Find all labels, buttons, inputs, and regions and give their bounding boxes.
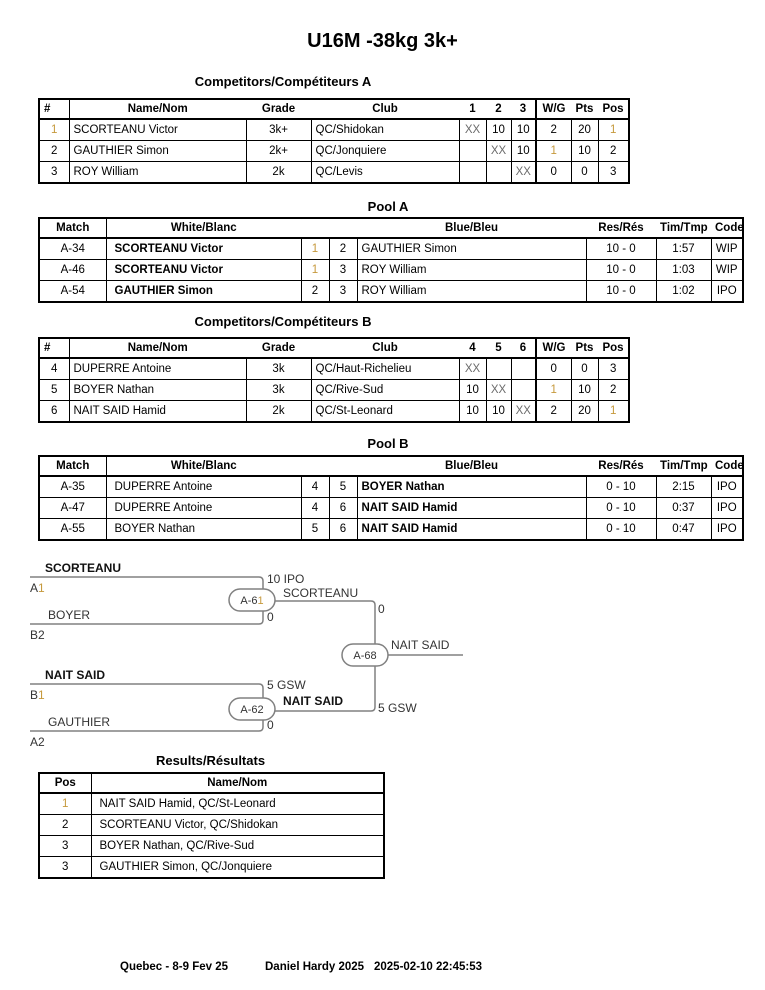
seed-label-a1: A1 bbox=[30, 581, 45, 595]
cell-num: 6 bbox=[39, 401, 69, 423]
cell-bnum: 3 bbox=[329, 281, 357, 303]
competitors-b-table bbox=[38, 337, 630, 423]
cell-m2 bbox=[486, 358, 511, 380]
table-row bbox=[39, 857, 384, 879]
col-m3: 3 bbox=[511, 99, 536, 119]
cell-tim: 1:02 bbox=[656, 281, 711, 303]
table-row bbox=[39, 141, 629, 162]
match-label-a68: A-68 bbox=[353, 650, 377, 662]
col-grade: Grade bbox=[246, 338, 311, 358]
table-row bbox=[39, 401, 629, 423]
bracket-name-nait-said: NAIT SAID bbox=[45, 668, 105, 682]
col-name: Name/Nom bbox=[91, 773, 384, 793]
cell-m1 bbox=[459, 141, 486, 162]
semi2-top-score: 5 GSW bbox=[267, 678, 306, 692]
footer-timestamp: 2025-02-10 22:45:53 bbox=[374, 961, 483, 973]
cell-pos: 3 bbox=[39, 836, 91, 857]
col-pos: Pos bbox=[598, 99, 629, 119]
competitors-a-table bbox=[38, 98, 630, 184]
cell-pos: 3 bbox=[598, 162, 629, 184]
cell-blue: ROY William bbox=[357, 260, 586, 281]
cell-m1: XX bbox=[459, 358, 486, 380]
col-white: White/Blanc bbox=[106, 456, 301, 476]
col-res: Res/Rés bbox=[586, 456, 656, 476]
table-row bbox=[39, 358, 629, 380]
col-code: Code bbox=[711, 456, 743, 476]
footer-event: Quebec - 8-9 Fev 25 bbox=[120, 961, 229, 973]
cell-pos: 2 bbox=[39, 815, 91, 836]
col-match: Match bbox=[39, 218, 106, 238]
cell-name: GAUTHIER Simon bbox=[69, 141, 246, 162]
cell-pos: 3 bbox=[39, 857, 91, 879]
header-row bbox=[39, 773, 384, 793]
table-row bbox=[39, 519, 743, 541]
cell-m2: 10 bbox=[486, 119, 511, 141]
cell-club: QC/St-Leonard bbox=[311, 401, 459, 423]
table-row bbox=[39, 836, 384, 857]
cell-blue: BOYER Nathan bbox=[357, 476, 586, 498]
cell-club: QC/Haut-Richelieu bbox=[311, 358, 459, 380]
cell-code: WIP bbox=[711, 260, 743, 281]
cell-white: DUPERRE Antoine bbox=[106, 476, 301, 498]
semi1-winner-score: 0 bbox=[378, 602, 385, 616]
cell-pts: 20 bbox=[571, 119, 598, 141]
cell-m2: XX bbox=[486, 141, 511, 162]
cell-m3: XX bbox=[511, 162, 536, 184]
cell-name: DUPERRE Antoine bbox=[69, 358, 246, 380]
col-pts: Pts bbox=[571, 338, 598, 358]
semi2-bottom-score: 0 bbox=[267, 718, 274, 732]
cell-num: 2 bbox=[39, 141, 69, 162]
cell-wg: 2 bbox=[536, 119, 571, 141]
cell-match: A-35 bbox=[39, 476, 106, 498]
cell-tim: 1:57 bbox=[656, 238, 711, 260]
seed-label-b2: B2 bbox=[30, 628, 45, 642]
cell-pos: 2 bbox=[598, 380, 629, 401]
cell-white: BOYER Nathan bbox=[106, 519, 301, 541]
col-white: White/Blanc bbox=[106, 218, 301, 238]
cell-code: IPO bbox=[711, 281, 743, 303]
col-m1: 4 bbox=[459, 338, 486, 358]
page-title: U16M -38kg 3k+ bbox=[307, 30, 458, 52]
semi1-top-score: 10 IPO bbox=[267, 572, 305, 586]
semi1-winner-name: SCORTEANU bbox=[283, 586, 359, 600]
cell-club: QC/Rive-Sud bbox=[311, 380, 459, 401]
cell-match: A-54 bbox=[39, 281, 106, 303]
cell-pts: 10 bbox=[571, 380, 598, 401]
semi1-bottom-score: 0 bbox=[267, 610, 274, 624]
col-pts: Pts bbox=[571, 99, 598, 119]
cell-bnum: 6 bbox=[329, 519, 357, 541]
cell-m1 bbox=[459, 162, 486, 184]
table-row bbox=[39, 119, 629, 141]
cell-m3 bbox=[511, 380, 536, 401]
cell-code: IPO bbox=[711, 498, 743, 519]
col-m2: 5 bbox=[486, 338, 511, 358]
col-wg: W/G bbox=[536, 338, 571, 358]
cell-wnum: 1 bbox=[301, 260, 329, 281]
bracket-name-scorteanu: SCORTEANU bbox=[45, 561, 122, 575]
pool-b-table bbox=[38, 455, 744, 541]
cell-name: BOYER Nathan, QC/Rive-Sud bbox=[91, 836, 384, 857]
table-row bbox=[39, 793, 384, 815]
col-bnum bbox=[329, 218, 357, 238]
table-row bbox=[39, 281, 743, 303]
col-res: Res/Rés bbox=[586, 218, 656, 238]
cell-res: 10 - 0 bbox=[586, 238, 656, 260]
cell-club: QC/Jonquiere bbox=[311, 141, 459, 162]
cell-pts: 20 bbox=[571, 401, 598, 423]
cell-res: 10 - 0 bbox=[586, 281, 656, 303]
col-num: # bbox=[39, 99, 69, 119]
col-m1: 1 bbox=[459, 99, 486, 119]
results-table bbox=[38, 772, 385, 879]
cell-grade: 3k bbox=[246, 380, 311, 401]
seed-label-b1: B1 bbox=[30, 688, 45, 702]
col-blue: Blue/Bleu bbox=[357, 456, 586, 476]
cell-name: ROY William bbox=[69, 162, 246, 184]
cell-pts: 10 bbox=[571, 141, 598, 162]
header-row bbox=[39, 456, 743, 476]
cell-res: 10 - 0 bbox=[586, 260, 656, 281]
cell-name: NAIT SAID Hamid, QC/St-Leonard bbox=[91, 793, 384, 815]
final-winner-name: NAIT SAID bbox=[391, 638, 450, 652]
pool-a-heading: Pool A bbox=[367, 199, 409, 214]
col-code: Code bbox=[711, 218, 743, 238]
cell-name: NAIT SAID Hamid bbox=[69, 401, 246, 423]
cell-club: QC/Shidokan bbox=[311, 119, 459, 141]
elimination-bracket bbox=[0, 548, 560, 760]
cell-wnum: 4 bbox=[301, 498, 329, 519]
cell-tim: 0:47 bbox=[656, 519, 711, 541]
cell-res: 0 - 10 bbox=[586, 519, 656, 541]
cell-code: IPO bbox=[711, 519, 743, 541]
cell-code: IPO bbox=[711, 476, 743, 498]
col-pos: Pos bbox=[598, 338, 629, 358]
cell-res: 0 - 10 bbox=[586, 476, 656, 498]
cell-m3: 10 bbox=[511, 141, 536, 162]
pool-b-heading: Pool B bbox=[367, 436, 409, 451]
competitors-a-heading: Competitors/Compétiteurs A bbox=[194, 74, 372, 89]
col-wnum bbox=[301, 456, 329, 476]
cell-m3 bbox=[511, 358, 536, 380]
col-grade: Grade bbox=[246, 99, 311, 119]
cell-m2: XX bbox=[486, 380, 511, 401]
cell-blue: GAUTHIER Simon bbox=[357, 238, 586, 260]
cell-white: SCORTEANU Victor bbox=[106, 238, 301, 260]
cell-match: A-46 bbox=[39, 260, 106, 281]
cell-m1: 10 bbox=[459, 401, 486, 423]
cell-match: A-47 bbox=[39, 498, 106, 519]
cell-pos: 1 bbox=[598, 401, 629, 423]
cell-num: 5 bbox=[39, 380, 69, 401]
col-tim: Tim/Tmp bbox=[656, 456, 711, 476]
cell-grade: 2k bbox=[246, 401, 311, 423]
cell-bnum: 6 bbox=[329, 498, 357, 519]
col-club: Club bbox=[311, 338, 459, 358]
cell-wg: 1 bbox=[536, 380, 571, 401]
cell-res: 0 - 10 bbox=[586, 498, 656, 519]
col-bnum bbox=[329, 456, 357, 476]
cell-num: 3 bbox=[39, 162, 69, 184]
match-label-a61: A-61 bbox=[240, 595, 264, 607]
pool-a-table bbox=[38, 217, 744, 303]
cell-m2: 10 bbox=[486, 401, 511, 423]
cell-m3: 10 bbox=[511, 119, 536, 141]
cell-bnum: 3 bbox=[329, 260, 357, 281]
table-row bbox=[39, 815, 384, 836]
cell-white: GAUTHIER Simon bbox=[106, 281, 301, 303]
table-row bbox=[39, 498, 743, 519]
semi2-winner-score: 5 GSW bbox=[378, 701, 417, 715]
cell-bnum: 2 bbox=[329, 238, 357, 260]
header-row bbox=[39, 99, 629, 119]
cell-blue: NAIT SAID Hamid bbox=[357, 498, 586, 519]
cell-pos: 3 bbox=[598, 358, 629, 380]
cell-bnum: 5 bbox=[329, 476, 357, 498]
cell-tim: 2:15 bbox=[656, 476, 711, 498]
cell-num: 1 bbox=[39, 119, 69, 141]
col-name: Name/Nom bbox=[69, 99, 246, 119]
footer-author: Daniel Hardy 2025 bbox=[265, 961, 365, 973]
table-row bbox=[39, 260, 743, 281]
table-row bbox=[39, 380, 629, 401]
table-row bbox=[39, 162, 629, 184]
cell-match: A-34 bbox=[39, 238, 106, 260]
cell-wg: 0 bbox=[536, 358, 571, 380]
bracket-name-boyer: BOYER bbox=[48, 608, 91, 622]
cell-m2 bbox=[486, 162, 511, 184]
cell-name: BOYER Nathan bbox=[69, 380, 246, 401]
col-tim: Tim/Tmp bbox=[656, 218, 711, 238]
cell-white: DUPERRE Antoine bbox=[106, 498, 301, 519]
col-match: Match bbox=[39, 456, 106, 476]
cell-blue: NAIT SAID Hamid bbox=[357, 519, 586, 541]
header-row bbox=[39, 218, 743, 238]
competitors-b-heading: Competitors/Compétiteurs B bbox=[194, 314, 372, 329]
match-label-a62: A-62 bbox=[240, 704, 264, 716]
cell-m1: 10 bbox=[459, 380, 486, 401]
table-row bbox=[39, 476, 743, 498]
col-blue: Blue/Bleu bbox=[357, 218, 586, 238]
cell-wg: 1 bbox=[536, 141, 571, 162]
cell-m1: XX bbox=[459, 119, 486, 141]
header-row bbox=[39, 338, 629, 358]
col-wnum bbox=[301, 218, 329, 238]
cell-grade: 3k+ bbox=[246, 119, 311, 141]
cell-pos: 1 bbox=[598, 119, 629, 141]
cell-pos: 1 bbox=[39, 793, 91, 815]
cell-blue: ROY William bbox=[357, 281, 586, 303]
col-m2: 2 bbox=[486, 99, 511, 119]
cell-grade: 2k bbox=[246, 162, 311, 184]
cell-wnum: 4 bbox=[301, 476, 329, 498]
cell-m3: XX bbox=[511, 401, 536, 423]
cell-white: SCORTEANU Victor bbox=[106, 260, 301, 281]
cell-wnum: 2 bbox=[301, 281, 329, 303]
col-pos: Pos bbox=[39, 773, 91, 793]
cell-wg: 2 bbox=[536, 401, 571, 423]
cell-match: A-55 bbox=[39, 519, 106, 541]
cell-wg: 0 bbox=[536, 162, 571, 184]
cell-name: GAUTHIER Simon, QC/Jonquiere bbox=[91, 857, 384, 879]
col-name: Name/Nom bbox=[69, 338, 246, 358]
col-m3: 6 bbox=[511, 338, 536, 358]
results-heading: Results/Résultats bbox=[155, 753, 266, 768]
cell-name: SCORTEANU Victor, QC/Shidokan bbox=[91, 815, 384, 836]
seed-label-a2: A2 bbox=[30, 735, 45, 749]
cell-pos: 2 bbox=[598, 141, 629, 162]
col-num: # bbox=[39, 338, 69, 358]
cell-wnum: 1 bbox=[301, 238, 329, 260]
semi2-winner-name: NAIT SAID bbox=[283, 694, 343, 708]
cell-num: 4 bbox=[39, 358, 69, 380]
cell-pts: 0 bbox=[571, 358, 598, 380]
col-club: Club bbox=[311, 99, 459, 119]
cell-grade: 2k+ bbox=[246, 141, 311, 162]
cell-grade: 3k bbox=[246, 358, 311, 380]
table-row bbox=[39, 238, 743, 260]
cell-tim: 0:37 bbox=[656, 498, 711, 519]
col-wg: W/G bbox=[536, 99, 571, 119]
cell-pts: 0 bbox=[571, 162, 598, 184]
cell-tim: 1:03 bbox=[656, 260, 711, 281]
cell-club: QC/Levis bbox=[311, 162, 459, 184]
cell-wnum: 5 bbox=[301, 519, 329, 541]
cell-code: WIP bbox=[711, 238, 743, 260]
bracket-name-gauthier: GAUTHIER bbox=[48, 715, 111, 729]
cell-name: SCORTEANU Victor bbox=[69, 119, 246, 141]
